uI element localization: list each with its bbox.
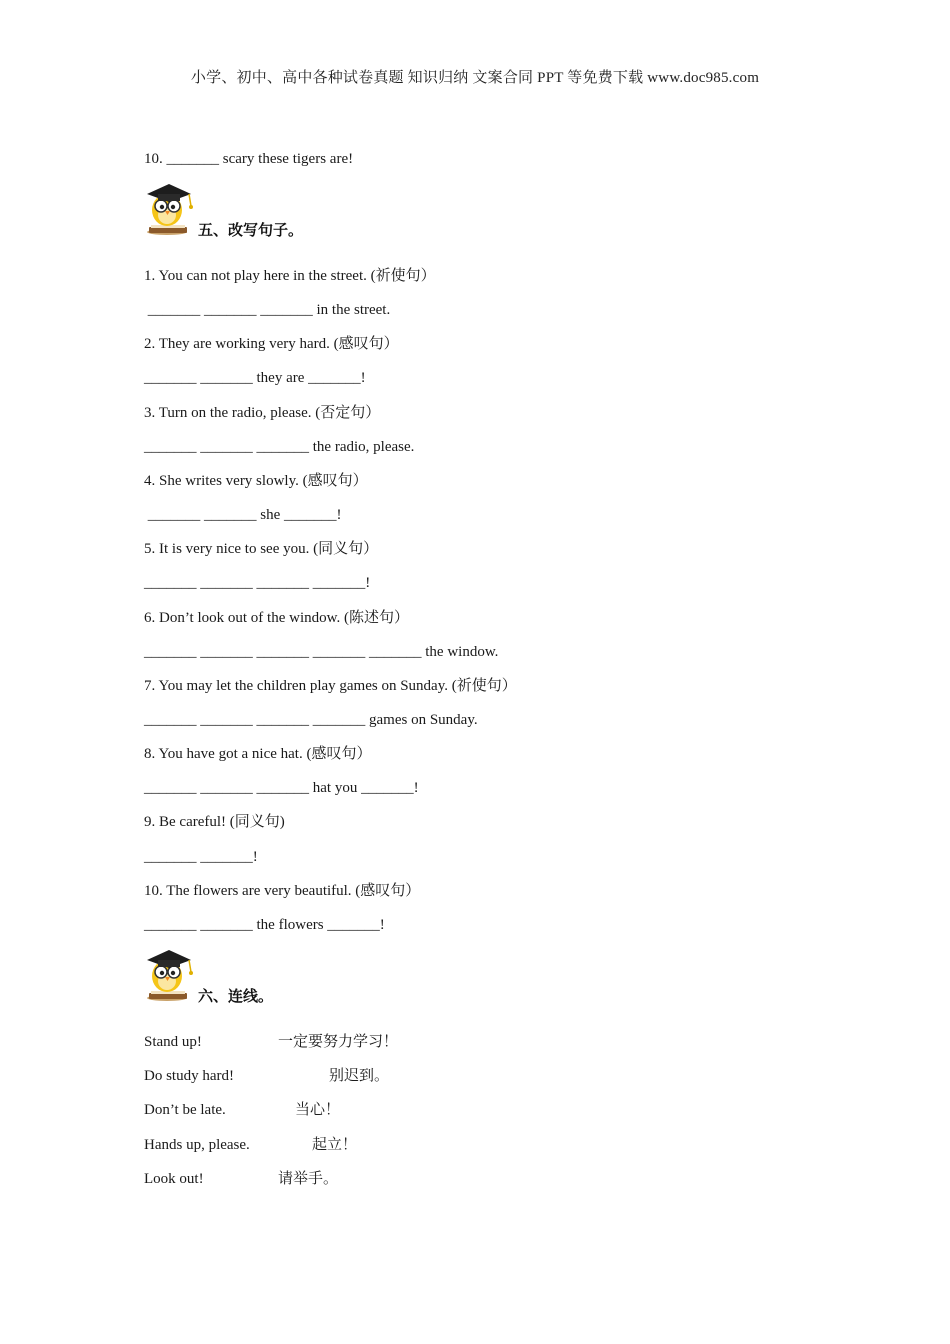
- match-right-item-4: 起立！: [312, 1137, 358, 1153]
- rewrite-question-1: 1. You can not play here in the street. (祈使句）: [144, 268, 436, 284]
- rewrite-question-8: 8. You have got a nice hat. (感叹句）: [144, 746, 372, 762]
- rewrite-question-5: 5. It is very nice to see you. (同义句）: [144, 541, 379, 557]
- match-right-item-5: 请举手。: [278, 1171, 339, 1187]
- rewrite-question-9: 9. Be careful! (同义句): [144, 814, 285, 830]
- match-right-item-3: 当心！: [295, 1102, 341, 1118]
- owl-graduate-icon: [143, 946, 195, 1002]
- rewrite-answer-4: _______ _______ she _______!: [144, 507, 342, 523]
- match-left-item-5: Look out!: [144, 1171, 204, 1187]
- previous-question-10: 10. _______ scary these tigers are!: [144, 151, 354, 167]
- rewrite-question-3: 3. Turn on the radio, please. (否定句）: [144, 405, 381, 421]
- rewrite-answer-2: _______ _______ they are _______!: [144, 370, 366, 386]
- match-left-item-1: Stand up!: [144, 1034, 202, 1050]
- page-header: 小学、初中、高中各种试卷真题 知识归纳 文案合同 PPT 等免费下载 www.doc985.com: [190, 70, 760, 86]
- match-left-item-3: Don’t be late.: [144, 1102, 226, 1118]
- rewrite-answer-9: _______ _______!: [144, 849, 258, 865]
- owl-graduate-icon: [143, 180, 195, 236]
- match-right-item-2: 别迟到。: [329, 1068, 390, 1084]
- section-5-title: 五、改写句子。: [198, 221, 304, 239]
- match-left-item-2: Do study hard!: [144, 1068, 234, 1084]
- rewrite-question-6: 6. Don’t look out of the window. (陈述句）: [144, 610, 409, 626]
- rewrite-answer-5: _______ _______ _______ _______!: [144, 575, 371, 591]
- rewrite-answer-3: _______ _______ _______ the radio, please.: [144, 439, 415, 455]
- rewrite-answer-7: _______ _______ _______ _______ games on Sunday.: [144, 712, 478, 728]
- section-6-title: 六、连线。: [198, 987, 274, 1005]
- rewrite-question-10: 10. The flowers are very beautiful. (感叹句）: [144, 883, 421, 899]
- rewrite-question-4: 4. She writes very slowly. (感叹句）: [144, 473, 368, 489]
- rewrite-answer-10: _______ _______ the flowers _______!: [144, 917, 385, 933]
- rewrite-answer-6: _______ _______ _______ _______ _______ the window.: [144, 644, 499, 660]
- rewrite-answer-8: _______ _______ _______ hat you _______!: [144, 780, 419, 796]
- match-left-item-4: Hands up, please.: [144, 1137, 250, 1153]
- rewrite-question-2: 2. They are working very hard. (感叹句）: [144, 336, 399, 352]
- rewrite-answer-1: _______ _______ _______ in the street.: [144, 302, 391, 318]
- match-right-item-1: 一定要努力学习！: [278, 1034, 399, 1050]
- rewrite-question-7: 7. You may let the children play games on Sunday. (祈使句）: [144, 678, 517, 694]
